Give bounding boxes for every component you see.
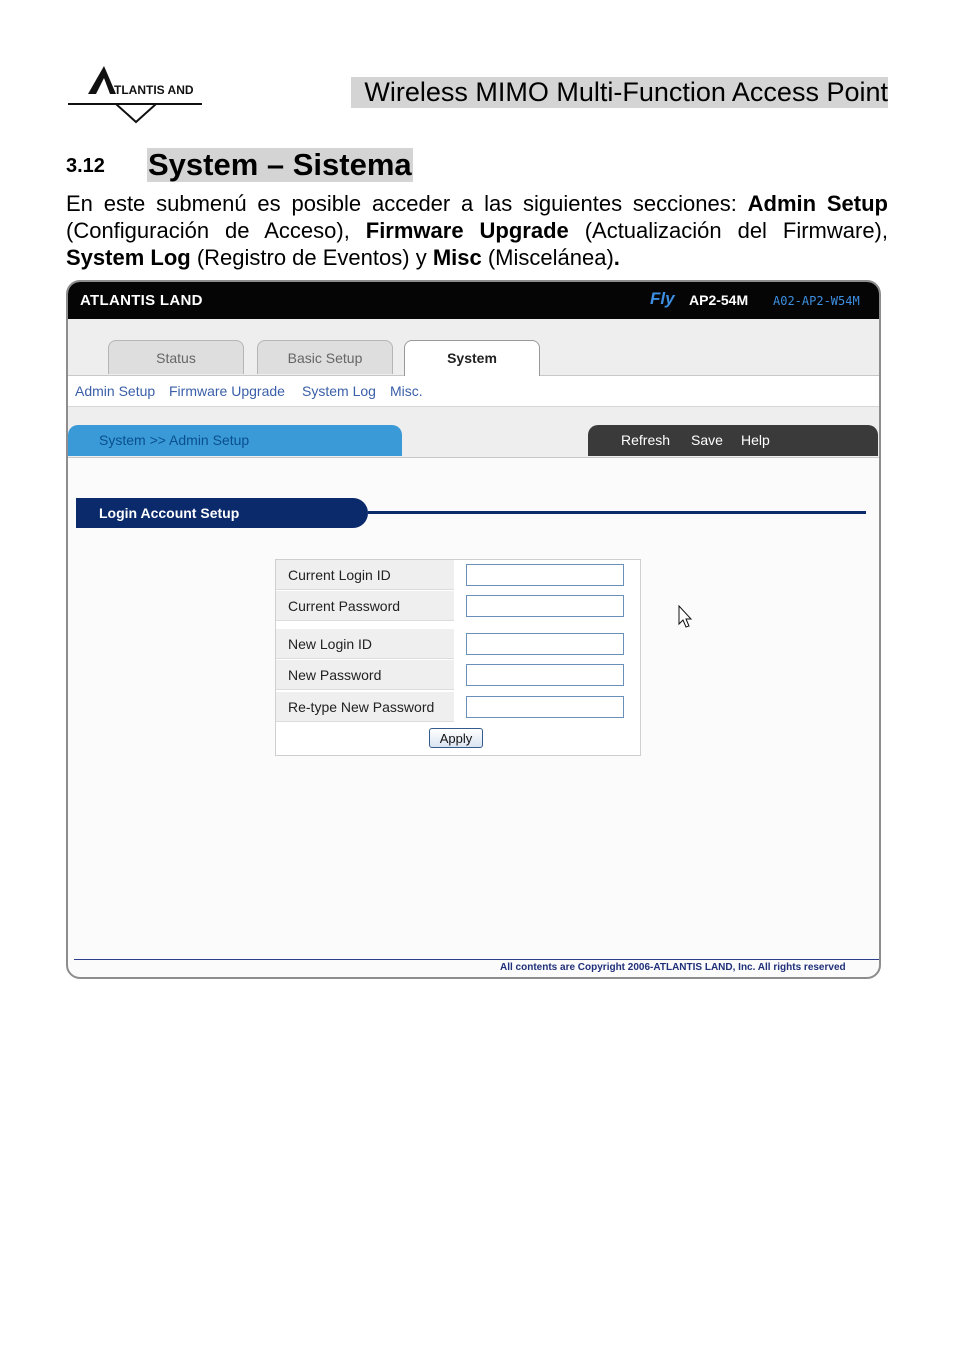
current-login-id-input[interactable] xyxy=(466,564,624,586)
breadcrumb-bar xyxy=(68,407,879,458)
product-code: A02-AP2-W54M xyxy=(773,294,860,308)
section-header-title: Login Account Setup xyxy=(99,505,240,521)
form-row xyxy=(276,692,640,723)
logo-wordmark: TLANTIS AND xyxy=(114,83,194,97)
new-password-input[interactable] xyxy=(466,664,624,686)
apply-button[interactable]: Apply xyxy=(429,728,483,748)
mouse-pointer-icon xyxy=(678,605,694,634)
breadcrumb xyxy=(68,425,402,456)
current-password-input[interactable] xyxy=(466,595,624,617)
form-row xyxy=(276,660,640,691)
subnav-system-log[interactable]: System Log xyxy=(302,383,376,399)
subnav-firmware-upgrade[interactable]: Firmware Upgrade xyxy=(169,383,285,399)
intro-text: (Configuración de Acceso), xyxy=(66,218,366,243)
tab-system[interactable]: System xyxy=(404,340,540,376)
form-row xyxy=(276,560,640,591)
copyright-text: All contents are Copyright 2006-ATLANTIS LAND, Inc. All rights reserved xyxy=(500,962,846,973)
intro-text: (Miscelánea) xyxy=(481,245,614,270)
tab-basic-setup[interactable]: Basic Setup xyxy=(257,340,393,374)
section-title: System – Sistema xyxy=(148,147,412,182)
intro-text: En este submenú es posible acceder a las siguientes secciones: xyxy=(66,191,748,216)
intro-bold-system-log: System Log xyxy=(66,245,191,270)
new-login-id-input[interactable] xyxy=(466,633,624,655)
retype-password-label: Re-type New Password xyxy=(276,692,454,722)
brand-name: ATLANTIS LAND xyxy=(80,292,203,309)
save-button[interactable]: Save xyxy=(691,432,723,448)
product-logo: Fly xyxy=(650,289,675,308)
intro-bold-period: . xyxy=(613,245,620,270)
intro-bold-firmware-upgrade: Firmware Upgrade xyxy=(365,218,569,243)
action-bar xyxy=(588,425,878,456)
atlantis-logo xyxy=(66,64,206,126)
new-login-id-label: New Login ID xyxy=(276,629,454,659)
subnav-admin-setup[interactable]: Admin Setup xyxy=(75,383,156,399)
intro-text: (Registro de Eventos) y xyxy=(190,245,433,270)
current-password-label: Current Password xyxy=(276,591,454,621)
router-ui-window xyxy=(66,280,881,979)
intro-bold-misc: Misc xyxy=(432,245,482,270)
form-row xyxy=(276,629,640,660)
intro-paragraph xyxy=(66,190,888,271)
subnav-misc[interactable]: Misc. xyxy=(390,383,423,399)
section-header xyxy=(76,498,368,528)
breadcrumb-text: System >> Admin Setup xyxy=(99,432,250,448)
top-bar xyxy=(68,282,879,319)
retype-password-input[interactable] xyxy=(466,696,624,718)
intro-text: (Actualización del Firmware), xyxy=(568,218,888,243)
section-number: 3.12 xyxy=(66,155,105,177)
form-row xyxy=(276,591,640,622)
sub-navigation xyxy=(68,376,879,407)
product-name: AP2-54M xyxy=(689,292,749,308)
refresh-button[interactable]: Refresh xyxy=(621,432,671,448)
tab-status[interactable]: Status xyxy=(108,340,244,374)
current-login-id-label: Current Login ID xyxy=(276,560,454,590)
main-tabs xyxy=(68,319,879,376)
document-header-title: Wireless MIMO Multi-Function Access Point xyxy=(351,77,888,108)
section-divider xyxy=(368,511,866,514)
help-button[interactable]: Help xyxy=(741,432,770,448)
login-account-form xyxy=(275,559,641,756)
intro-bold-admin-setup: Admin Setup xyxy=(747,191,888,216)
footer-divider xyxy=(74,959,879,960)
new-password-label: New Password xyxy=(276,660,454,690)
